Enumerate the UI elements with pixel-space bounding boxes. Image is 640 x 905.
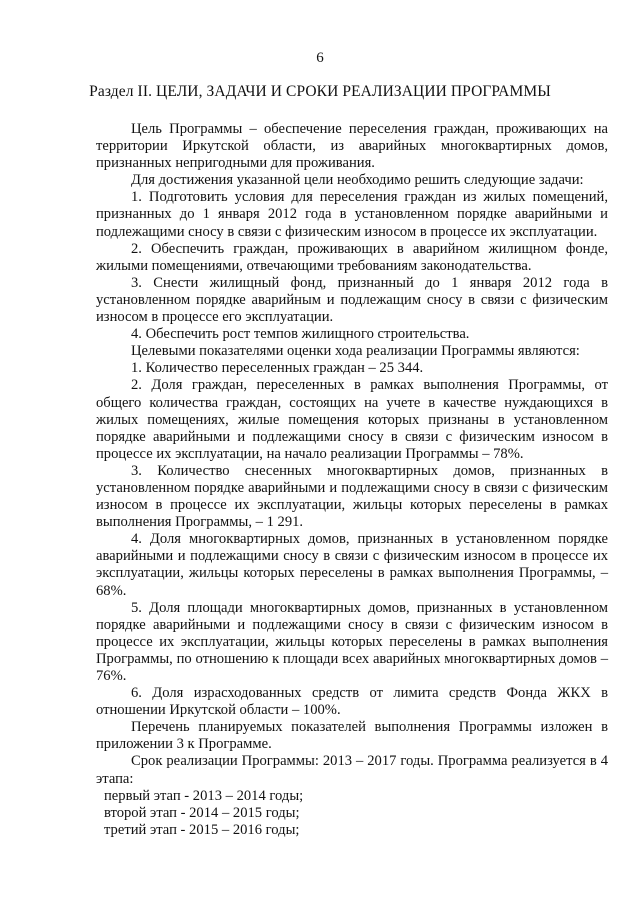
stage-item: первый этап - 2013 – 2014 годы; [104,787,304,804]
paragraph-task-2: 2. Обеспечить граждан, проживающих в аварийном жилищном фонде, жилыми помещениями, отвечающими требованиям законодательства. [96,240,608,274]
section-title: Раздел II. ЦЕЛИ, ЗАДАЧИ И СРОКИ РЕАЛИЗАЦИИ ПРОГРАММЫ [89,83,551,100]
paragraph-appendix-reference: Перечень планируемых показателей выполнения Программы изложен в приложении 3 к Программе. [96,719,608,753]
stage-item: третий этап - 2015 – 2016 годы; [104,821,300,838]
paragraph-timeline: Срок реализации Программы: 2013 – 2017 годы. Программа реализуется в 4 этапа: [96,753,608,787]
page-number: 6 [316,50,324,66]
paragraph-indicator-6: 6. Доля израсходованных средств от лимита средств Фонда ЖКХ в отношении Иркутской области – 100%. [96,685,608,719]
paragraph-indicators-intro: Целевыми показателями оценки хода реализации Программы являются: [131,343,580,360]
paragraph-goal: Цель Программы – обеспечение переселения граждан, проживающих на территории Иркутской области, из аварийных многоквартирных домов, признанных непригодными для проживания. [96,121,608,172]
document-body [96,121,608,839]
paragraph-indicator-4: 4. Доля многоквартирных домов, признанных в установленном порядке аварийными и подлежащими сносу в связи с физическим износом в процессе их эксплуатации, жильцы которых переселены в рамках выполнения Программы, – 68%. [96,531,608,599]
paragraph-task-1: 1. Подготовить условия для переселения граждан из жилых помещений, признанных до 1 января 2012 года в установленном порядке аварийными и подлежащими сносу в связи с физическим износом в процессе их эксплуатации. [96,189,608,240]
stage-item: второй этап - 2014 – 2015 годы; [104,804,300,821]
paragraph-tasks-intro: Для достижения указанной цели необходимо решить следующие задачи: [131,172,584,189]
paragraph-indicator-3: 3. Количество снесенных многоквартирных домов, признанных в установленном порядке аварийными и подлежащими сносу в связи с физическим износом в процессе их эксплуатации, жильцы которых переселены в рамках выполнения Программы, – 1 291. [96,462,608,531]
paragraph-indicator-2: 2. Доля граждан, переселенных в рамках выполнения Программы, от общего количества граждан, состоящих на учете в качестве нуждающихся в жилых помещениях, жилые помещения которых признаны в установленном порядке аварийными и подлежащими сносу в связи с физическим износом в процессе их эксплуатации, на начало реализации Программы – 78%. [96,377,608,462]
paragraph-task-4: 4. Обеспечить рост темпов жилищного строительства. [131,326,470,343]
paragraph-indicator-5: 5. Доля площади многоквартирных домов, признанных в установленном порядке аварийными и подлежащими сносу в связи с физическим износом в процессе их эксплуатации, жильцы которых переселены в рамках выполнения Программы, по отношению к площади всех аварийных многоквартирных домов – 76%. [96,599,608,684]
paragraph-task-3: 3. Снести жилищный фонд, признанный до 1 января 2012 года в установленном порядке аварийным и подлежащим сносу в связи с физическим износом в процессе его эксплуатации. [96,274,608,326]
paragraph-indicator-1: 1. Количество переселенных граждан – 25 344. [131,360,424,377]
